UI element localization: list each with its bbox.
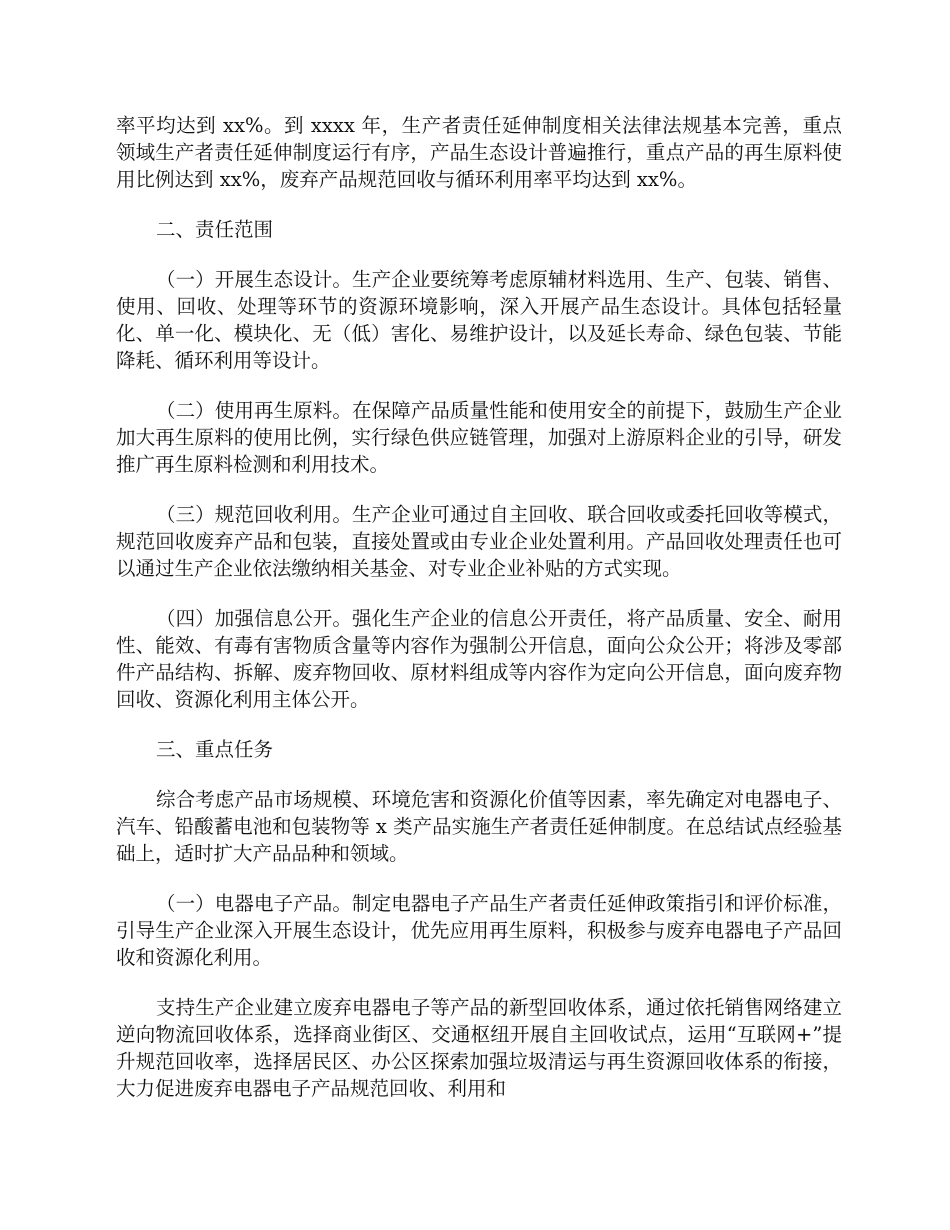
document-body	[116, 112, 842, 1125]
paragraph-info-disclosure: （四）加强信息公开。强化生产企业的信息公开责任，将产品质量、安全、耐用性、能效、有毒有害物质含量等内容作为强制公开信息，面向公众公开；将涉及零部件产品结构、拆解、废弃物回收、原材料组成等内容作为定向公开信息，面向废弃物回收、资源化利用主体公开。	[116, 607, 842, 711]
paragraph-key-tasks-intro: 综合考虑产品市场规模、环境危害和资源化价值等因素，率先确定对电器电子、汽车、铅酸蓄电池和包装物等 x 类产品实施生产者责任延伸制度。在总结试点经验基础上，适时扩大产品品种和领域。	[116, 788, 842, 865]
paragraph-recycled-materials: （二）使用再生原料。在保障产品质量性能和使用安全的前提下，鼓励生产企业加大再生原料的使用比例，实行绿色供应链管理，加强对上游原料企业的引导，研发推广再生原料检测和利用技术。	[116, 399, 842, 476]
paragraph-electronics: （一）电器电子产品。制定电器电子产品生产者责任延伸政策指引和评价标准，引导生产企业深入开展生态设计，优先应用再生原料，积极参与废弃电器电子产品回收和资源化利用。	[116, 892, 842, 969]
paragraph-eco-design: （一）开展生态设计。生产企业要统筹考虑原辅材料选用、生产、包装、销售、使用、回收、处理等环节的资源环境影响，深入开展产品生态设计。具体包括轻量化、单一化、模块化、无（低）害化、易维护设计，以及延长寿命、绿色包装、节能降耗、循环利用等设计。	[116, 268, 842, 372]
section-heading-scope: 二、责任范围	[155, 218, 273, 241]
paragraph-recycling-system: 支持生产企业建立废弃电器电子等产品的新型回收体系，通过依托销售网络建立逆向物流回收体系，选择商业街区、交通枢纽开展自主回收试点，运用“互联网+”提升规范回收率，选择居民区、办公区探索加强垃圾清运与再生资源回收体系的衔接，大力促进废弃电器电子产品规范回收、利用和	[116, 996, 842, 1100]
section-heading-key-tasks: 三、重点任务	[155, 738, 273, 761]
paragraph-targets: 率平均达到 xx%。到 xxxx 年，生产者责任延伸制度相关法律法规基本完善，重点领域生产者责任延伸制度运行有序，产品生态设计普遍推行，重点产品的再生原料使用比例达到 xx%，废弃产品规范回收与循环利用率平均达到 xx%。	[116, 114, 842, 191]
paragraph-recycling: （三）规范回收利用。生产企业可通过自主回收、联合回收或委托回收等模式，规范回收废弃产品和包装，直接处置或由专业企业处置利用。产品回收处理责任也可以通过生产企业依法缴纳相关基金、对专业企业补贴的方式实现。	[116, 503, 842, 580]
